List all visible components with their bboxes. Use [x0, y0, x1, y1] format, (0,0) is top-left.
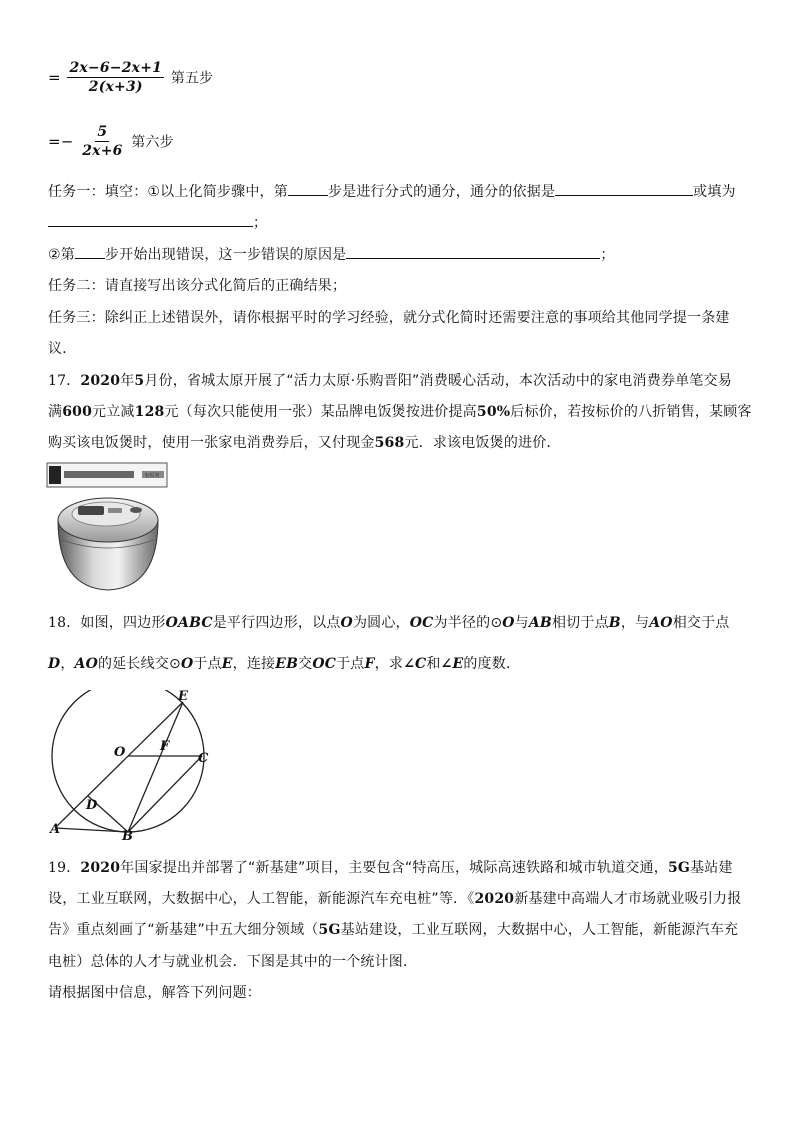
- task-one-line-2: [48, 212, 267, 232]
- step-six-line: [48, 124, 174, 159]
- fraction-denominator: 2(x+3): [88, 79, 143, 95]
- question-number: 19．: [48, 860, 81, 876]
- fraction-step-five: [67, 60, 164, 95]
- answer-blank-basis[interactable]: [555, 181, 693, 196]
- q19-line-3: [48, 919, 738, 939]
- question-number: 17．: [48, 373, 81, 389]
- circle-o: [52, 690, 204, 832]
- q19-line-5: 请根据图中信息，解答下列问题：: [48, 985, 261, 1001]
- q18-text: 为圆心，: [352, 615, 410, 631]
- q18-text: 的度数．: [463, 656, 521, 672]
- task-one-line-1: [48, 181, 736, 201]
- q17-line-3: [48, 432, 561, 452]
- segment-a-b: [55, 828, 128, 832]
- rice-cooker-label: 电饭煲: [144, 473, 160, 479]
- math-symbol: ∠C: [403, 656, 427, 672]
- segment-a-e: [55, 702, 183, 828]
- q18-text: 于点: [336, 656, 365, 672]
- math-symbol: E: [221, 656, 233, 672]
- math-symbol: F: [364, 656, 375, 672]
- math-symbol: AO: [74, 656, 99, 672]
- task-one-text: ；: [253, 215, 268, 231]
- q18-text: 为半径的: [433, 615, 491, 631]
- q19-text: 基站建: [690, 860, 733, 876]
- q18-text: ，求: [374, 656, 404, 672]
- answer-blank-alt-basis[interactable]: [48, 212, 253, 227]
- math-symbol: O: [180, 656, 194, 672]
- q18-text: 相交于点: [672, 615, 730, 631]
- answer-blank-step[interactable]: [288, 181, 328, 196]
- label-o: O: [114, 745, 126, 760]
- q18-line-2: [48, 653, 520, 673]
- circle-symbol: ⊙: [169, 656, 181, 672]
- task-three-line-1: 任务三：除纠正上述错误外，请你根据平时的学习经验，就分式化简时还需要注意的事项给其他同学提一条建: [48, 310, 730, 326]
- q17-text: 月份，省城太原开展了“活力太原·乐购晋阳”消费暖心活动，本次活动中的家电消费券单笔交易: [144, 373, 732, 389]
- q17-text: 后标价，若按标价的八折销售，某顾客: [510, 404, 752, 420]
- label-b: B: [122, 829, 133, 840]
- number-text: 128: [134, 404, 165, 420]
- q17-text: 元（每次只能使用一张）某品牌电饭煲按进价提高: [164, 404, 477, 420]
- q18-text: ，连接: [232, 656, 276, 672]
- step-five-line: [48, 60, 213, 95]
- answer-blank-error-step[interactable]: [75, 244, 105, 259]
- math-symbol: O: [340, 615, 353, 631]
- number-text: 5: [134, 373, 145, 389]
- segment-b-c: [128, 756, 202, 832]
- q17-line-2: [48, 401, 752, 421]
- math-symbol: AO: [649, 615, 673, 631]
- number-text: 50%: [476, 404, 511, 420]
- number-text: 2020: [474, 891, 515, 907]
- math-symbol: O: [502, 615, 515, 631]
- q19-text: 告》重点刻画了“新基建”中五大细分领域（: [48, 922, 319, 938]
- fraction-denominator: 2x+6: [82, 143, 123, 159]
- task-one-text: 任务一：填空：①以上化简步骤中，第: [48, 184, 288, 200]
- equals-minus-sign: =−: [48, 132, 74, 151]
- number-text: 2020: [80, 860, 121, 876]
- task-one-text: 步是进行分式的通分，通分的依据是: [327, 184, 556, 200]
- q17-text: 购买该电饭煲时，使用一张家电消费券后，又付现金: [48, 435, 375, 451]
- fraction-step-six: [80, 124, 124, 159]
- q19-line-1: [48, 857, 733, 877]
- math-symbol: OABC: [165, 615, 213, 631]
- math-symbol: B: [608, 615, 621, 631]
- task-two-line: 任务二：请直接写出该分式化简后的正确结果；: [48, 278, 347, 294]
- rice-cooker-image: [46, 462, 170, 598]
- q19-text: 设，工业互联网，大数据中心，人工智能，新能源汽车充电桩”等．《: [48, 891, 475, 907]
- task-one-text: ②第: [48, 247, 75, 263]
- q19-line-2: [48, 888, 741, 908]
- fraction-numerator: 5: [97, 124, 108, 140]
- circle-symbol: ⊙: [490, 615, 503, 631]
- q17-text: 满: [48, 404, 63, 420]
- math-symbol: AB: [528, 615, 552, 631]
- q18-text: 相切于点: [551, 615, 609, 631]
- number-text: 5G: [318, 922, 341, 938]
- q18-text: 与: [514, 615, 529, 631]
- q18-text: ，: [60, 656, 75, 672]
- q18-text: 的延长线交: [98, 656, 170, 672]
- q19-text: 基站建设，工业互联网，大数据中心，人工智能，新能源汽车充: [340, 922, 739, 938]
- equals-sign: =: [48, 68, 61, 87]
- math-symbol: EB: [275, 656, 299, 672]
- number-text: 568: [374, 435, 405, 451]
- q19-text: 年国家提出并部署了“新基建”项目，主要包含“特高压，城际高速铁路和城市轨道交通，: [120, 860, 668, 876]
- task-one-text: 或填为: [693, 184, 736, 200]
- q17-text: 元．求该电饭煲的进价．: [404, 435, 561, 451]
- q18-line-1: [48, 612, 730, 632]
- q19-line-4: 电桩）总体的人才与就业机会．下图是其中的一个统计图．: [48, 954, 418, 970]
- answer-blank-error-reason[interactable]: [346, 244, 600, 259]
- q17-line-1: [48, 370, 732, 390]
- q17-text: 元立减: [92, 404, 135, 420]
- math-symbol: D: [48, 656, 61, 672]
- label-c: C: [198, 751, 209, 766]
- math-symbol: ∠E: [440, 656, 464, 672]
- q17-text: 年: [120, 373, 135, 389]
- task-one-text: ；: [600, 247, 615, 263]
- task-one-text: 步开始出现错误，这一步错误的原因是: [104, 247, 347, 263]
- q18-text: 是平行四边形，以点: [212, 615, 341, 631]
- math-symbol: OC: [312, 656, 337, 672]
- number-text: 600: [62, 404, 93, 420]
- q19-text: 新基建中高端人才市场就业吸引力报: [514, 891, 742, 907]
- task-one-line-3: [48, 244, 615, 264]
- step-label: 第五步: [170, 70, 214, 87]
- step-label: 第六步: [131, 134, 174, 151]
- label-a: A: [50, 822, 61, 837]
- q18-text: 和: [426, 656, 441, 672]
- label-e: E: [178, 690, 188, 704]
- math-symbol: OC: [409, 615, 434, 631]
- geometry-figure: [48, 690, 218, 840]
- number-text: 5G: [667, 860, 691, 876]
- q18-text: ，与: [620, 615, 650, 631]
- label-d: D: [86, 798, 98, 813]
- q18-text: 交: [298, 656, 313, 672]
- q18-text: 于点: [193, 656, 222, 672]
- q18-text: 18．如图，四边形: [48, 615, 166, 631]
- task-three-line-2: 议．: [48, 341, 77, 357]
- segment-e-b: [128, 702, 183, 832]
- label-f: F: [160, 739, 170, 754]
- fraction-numerator: 2x−6−2x+1: [69, 60, 163, 76]
- number-text: 2020: [80, 373, 121, 389]
